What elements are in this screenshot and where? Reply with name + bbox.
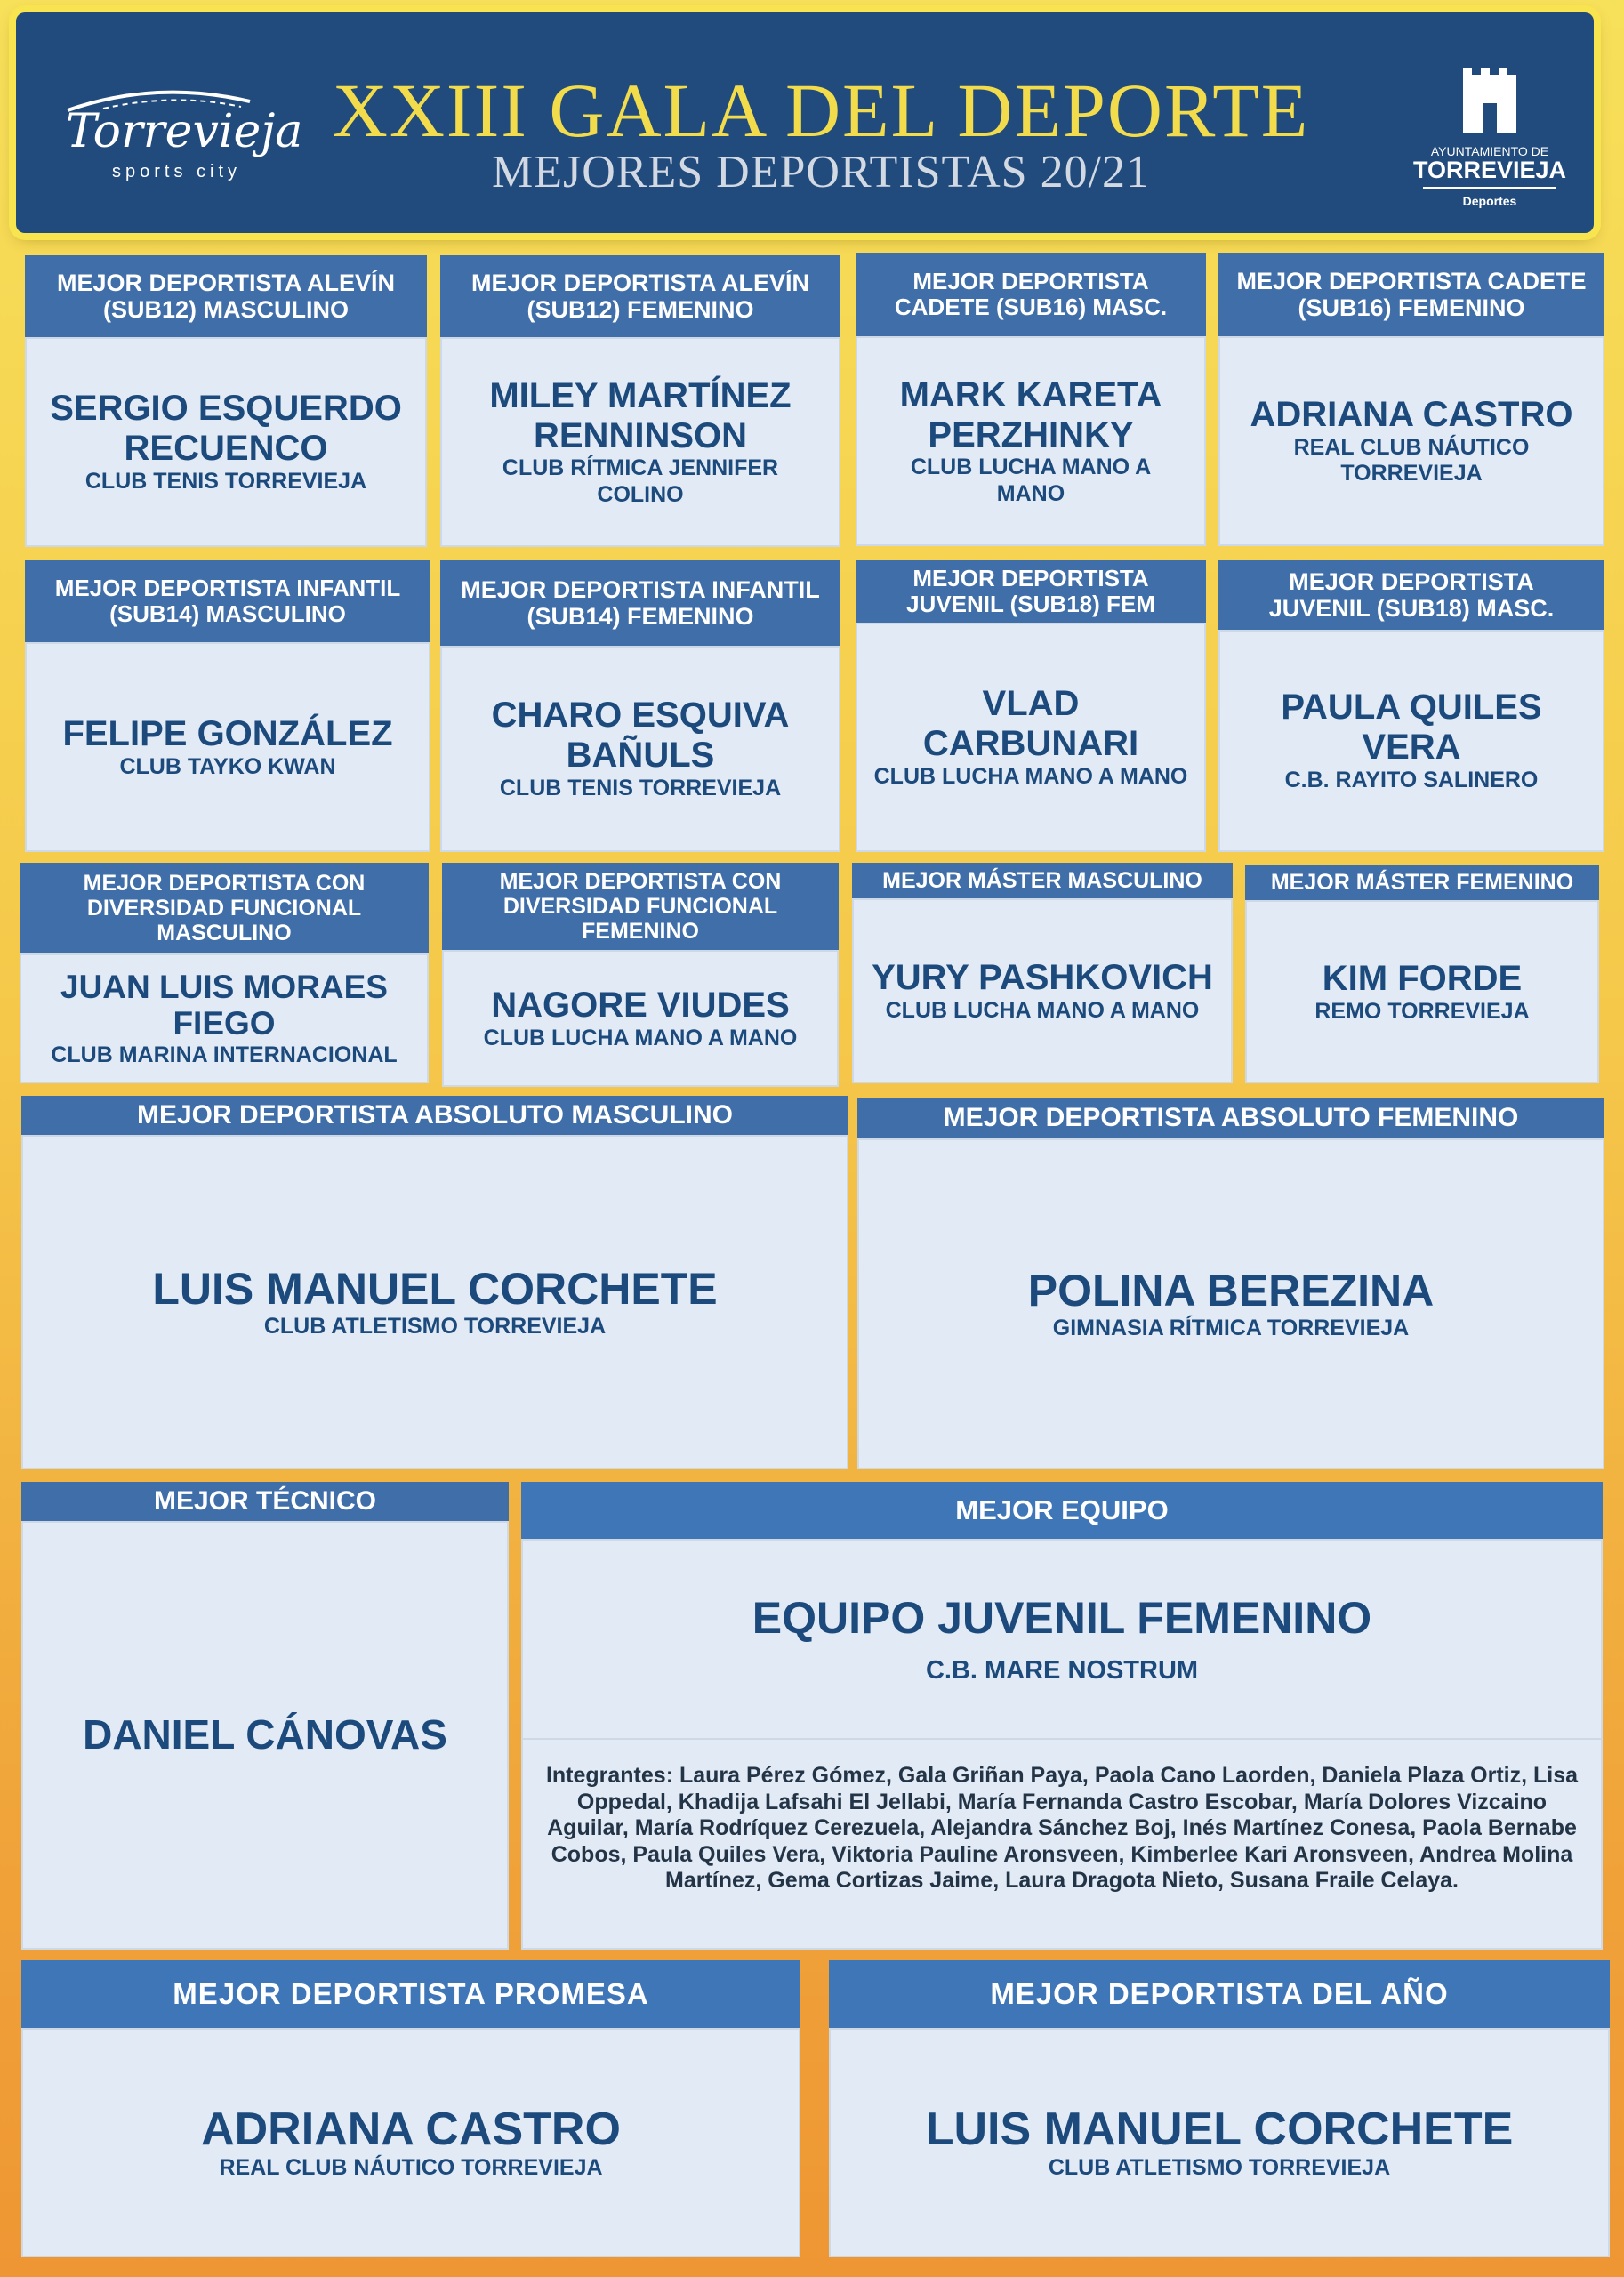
award-category: MEJOR DEPORTISTA INFANTIL (SUB14) FEMENINO (440, 560, 840, 646)
logo-line1: AYUNTAMIENTO DE (1430, 144, 1549, 158)
award-card (852, 863, 1233, 1083)
award-club: CLUB TENIS TORREVIEJA (499, 776, 782, 801)
award-club: GIMNASIA RÍTMICA TORREVIEJA (1052, 1316, 1410, 1341)
award-club: C.B. RAYITO SALINERO (1284, 768, 1539, 793)
award-winner: VLAD CARBUNARI (922, 684, 1139, 764)
award-category: MEJOR DEPORTISTA DEL AÑO (829, 1960, 1610, 2028)
award-winner: PAULA QUILES VERA (1281, 688, 1542, 768)
award-category: MEJOR DEPORTISTA JUVENIL (SUB18) FEM (856, 560, 1206, 623)
award-winner: DANIEL CÁNOVAS (83, 1711, 447, 1758)
award-category: MEJOR DEPORTISTA ALEVÍN (SUB12) MASCULINO (25, 255, 427, 337)
award-body (1218, 630, 1604, 852)
award-card (21, 1096, 848, 1469)
award-winner: LUIS MANUEL CORCHETE (925, 2104, 1514, 2156)
award-winner: YURY PASHKOVICH (872, 957, 1213, 997)
award-body (829, 2028, 1610, 2257)
team-name: EQUIPO JUVENIL FEMENINO (752, 1592, 1372, 1643)
team-body (521, 1539, 1603, 1950)
award-body (25, 337, 427, 547)
award-winner: SERGIO ESQUERDO RECUENCO (50, 389, 402, 469)
award-card (857, 1098, 1604, 1469)
award-category: MEJOR MÁSTER MASCULINO (852, 863, 1233, 898)
award-body (20, 953, 429, 1083)
team-divider (523, 1738, 1601, 1740)
award-body (852, 898, 1233, 1083)
award-card (829, 1960, 1610, 2257)
award-body (440, 337, 840, 547)
award-card (1245, 865, 1599, 1083)
award-body (856, 623, 1206, 852)
award-club: REAL CLUB NÁUTICO TORREVIEJA (219, 2155, 603, 2181)
award-club: CLUB LUCHA MANO A MANO (873, 764, 1188, 790)
award-card (1218, 253, 1604, 546)
award-category: MEJOR EQUIPO (521, 1482, 1603, 1539)
award-club: CLUB LUCHA MANO A MANO (885, 997, 1200, 1023)
page-subtitle: MEJORES DEPORTISTAS 20/21 (491, 147, 1151, 197)
award-winner: CHARO ESQUIVA BAÑULS (491, 696, 790, 776)
award-card (442, 863, 839, 1087)
award-club: CLUB TAYKO KWAN (119, 753, 336, 779)
award-club: CLUB LUCHA MANO A MANO (483, 1025, 798, 1050)
award-body (21, 1521, 509, 1950)
award-winner: KIM FORDE (1322, 958, 1523, 998)
award-category: MEJOR DEPORTISTA CADETE (SUB16) MASC. (856, 253, 1206, 336)
logo-line2: TORREVIEJA (1412, 157, 1567, 183)
award-category: MEJOR MÁSTER FEMENINO (1245, 865, 1599, 900)
award-winner: POLINA BEREZINA (1027, 1266, 1435, 1316)
award-club: REMO TORREVIEJA (1314, 998, 1530, 1024)
award-category: MEJOR DEPORTISTA INFANTIL (SUB14) MASCULINO (25, 560, 430, 642)
award-club: CLUB MARINA INTERNACIONAL (51, 1042, 398, 1067)
award-club: CLUB TENIS TORREVIEJA (84, 469, 367, 495)
award-card (21, 1960, 800, 2257)
award-category: MEJOR DEPORTISTA JUVENIL (SUB18) MASC. (1218, 560, 1604, 630)
logo-tagline: sports city (112, 162, 242, 181)
award-card (20, 863, 429, 1083)
award-category: MEJOR DEPORTISTA CON DIVERSIDAD FUNCIONAL FEMENINO (442, 863, 839, 950)
award-body (856, 336, 1206, 546)
award-winner: LUIS MANUEL CORCHETE (152, 1264, 718, 1315)
logo-brand-text: Torrevieja (66, 105, 303, 158)
award-body (442, 950, 839, 1087)
team-members: Integrantes: Laura Pérez Gómez, Gala Griñan Paya, Paola Cano Laorden, Daniela Plaza Ortiz, Lisa Oppedal, Khadija Lafsahi El Jellabi, María Fernanda Castro Escobar, María Dolores Vizcaino Aguilar, María Rodríquez Cerezuela, Alejandra Sánchez Boj, Inés Martínez Conesa, Paola Bernabe Cobos, Paula Quiles Vera, Viktoria Pauline Aronsveen, Kimberlee Kari Aronsveen, Andrea Molina Martínez, Gema Cortizas Jaime, Laura Dragota Nieto, Susana Fraile Celaya. (545, 1763, 1579, 1893)
award-card (440, 255, 840, 547)
award-winner: MARK KARETA PERZHINKY (899, 374, 1162, 455)
award-body (1218, 336, 1604, 546)
award-club: CLUB ATLETISMO TORREVIEJA (263, 1314, 607, 1340)
award-category: MEJOR DEPORTISTA ABSOLUTO FEMENINO (857, 1098, 1604, 1138)
award-card (1218, 560, 1604, 852)
award-card (856, 560, 1206, 852)
award-winner: NAGORE VIUDES (491, 985, 790, 1025)
award-club: CLUB LUCHA MANO A MANO (910, 455, 1152, 506)
award-body (857, 1138, 1604, 1469)
team-award-card (521, 1482, 1603, 1950)
award-category: MEJOR DEPORTISTA ALEVÍN (SUB12) FEMENINO (440, 255, 840, 337)
award-club: CLUB RÍTMICA JENNIFER COLINO (502, 455, 779, 507)
award-card (21, 1482, 509, 1950)
award-body (440, 646, 840, 852)
award-body (21, 1135, 848, 1469)
award-category: MEJOR DEPORTISTA CON DIVERSIDAD FUNCIONAL MASCULINO (20, 863, 429, 953)
award-category: MEJOR DEPORTISTA ABSOLUTO MASCULINO (21, 1096, 848, 1135)
award-card (856, 253, 1206, 546)
logo-divider (1423, 187, 1556, 189)
award-category: MEJOR TÉCNICO (21, 1482, 509, 1521)
torrevieja-sports-city-logo (50, 75, 303, 190)
award-card (25, 255, 427, 547)
award-winner: MILEY MARTÍNEZ RENNINSON (489, 375, 792, 455)
award-winner: JUAN LUIS MORAES FIEGO (60, 968, 388, 1042)
page-title: XXIII GALA DEL DEPORTE (332, 68, 1310, 153)
ayuntamiento-logo (1396, 60, 1583, 208)
team-club: C.B. MARE NOSTRUM (925, 1655, 1199, 1685)
award-body (25, 642, 430, 852)
award-winner: ADRIANA CASTRO (201, 2104, 621, 2156)
award-body (1245, 900, 1599, 1083)
award-card (25, 560, 430, 852)
award-winner: FELIPE GONZÁLEZ (62, 713, 393, 753)
award-category: MEJOR DEPORTISTA CADETE (SUB16) FEMENINO (1218, 253, 1604, 336)
team-header (752, 1541, 1371, 1738)
award-club: CLUB ATLETISMO TORREVIEJA (1048, 2155, 1391, 2181)
award-card (440, 560, 840, 852)
award-club: REAL CLUB NÁUTICO TORREVIEJA (1293, 434, 1530, 487)
award-winner: ADRIANA CASTRO (1250, 395, 1573, 435)
castle-tower-icon (1396, 60, 1583, 142)
award-category: MEJOR DEPORTISTA PROMESA (21, 1960, 800, 2028)
award-body (21, 2028, 800, 2257)
logo-line3: Deportes (1462, 194, 1517, 208)
header-banner (16, 12, 1594, 233)
